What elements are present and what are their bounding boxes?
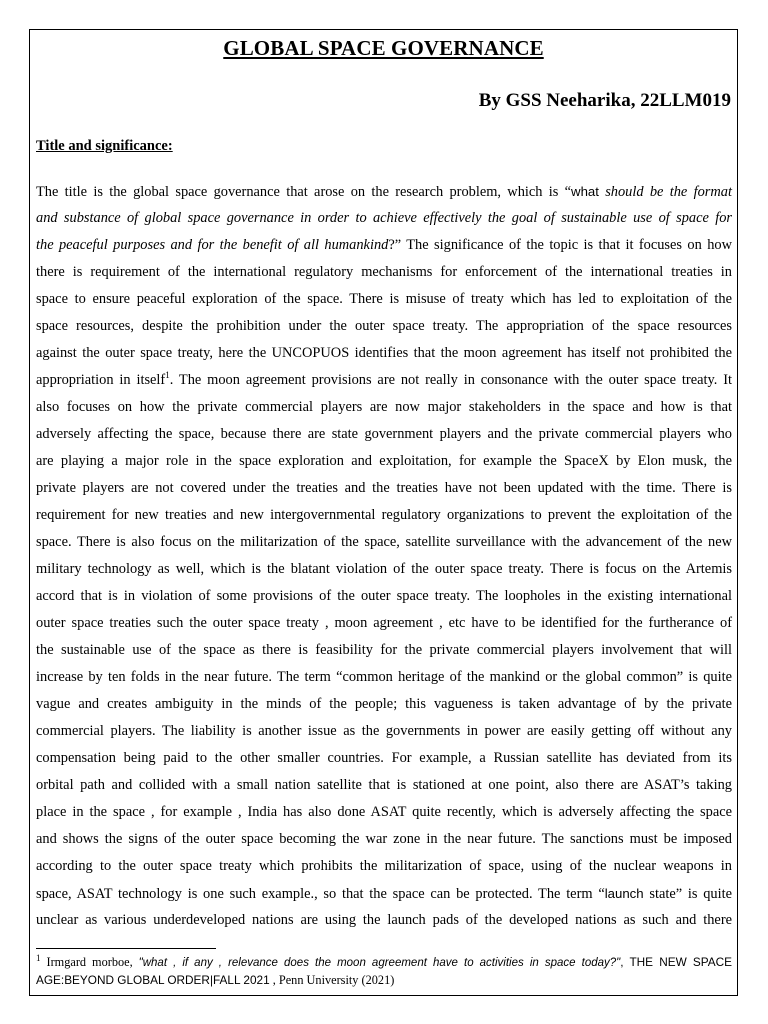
paragraph-line: private players are not covered under the treaties and the treaties have not been updated with the time. There is (36, 480, 732, 496)
paragraph-line: space, ASAT technology is one such example., so that the space can be protected. The term “launch state” is quite (36, 886, 732, 902)
paragraph-line: space. There is also focus on the militarization of the space, satellite surveillance with the advancement of the new (36, 534, 732, 550)
footnote-quote: "what , if any , relevance does the moon agreement have to activities in space today?" (138, 957, 621, 969)
paragraph-line: the sustainable use of the space as there is feasibility for the private commercial players involvement that will (36, 642, 732, 658)
paragraph-line: and substance of global space governance in order to achieve effectively the goal of sustainable use of space for (36, 210, 732, 226)
paragraph-line: against the outer space treaty, here the UNCOPUOS identifies that the moon agreement has itself not prohibited the (36, 345, 732, 361)
paragraph-line: space to ensure peaceful exploration of the space. There is misuse of treaty which has led to exploitation of the (36, 291, 732, 307)
paragraph-line: are playing a major role in the space exploration and exploitation, for example the SpaceX by Elon musk, the (36, 453, 732, 469)
paragraph-line: compensation being paid to the other smaller countries. For example, a Russian satellite has deviated from its (36, 750, 732, 766)
paragraph-line: requirement for new treaties and new intergovernmental regulatory organizations to prevent the exploitation of the (36, 507, 732, 523)
paragraph-line: also focuses on how the private commercial players are now major stakeholders in the space and how is that (36, 399, 732, 415)
document-title: GLOBAL SPACE GOVERNANCE (223, 36, 544, 60)
author-line: By GSS Neeharika, 22LLM019 (478, 90, 731, 111)
footnote-line: AGE:BEYOND GLOBAL ORDER|FALL 2021 , Penn University (2021) (36, 973, 395, 987)
paragraph-line: appropriation in itself$^1$. The moon agreement provisions are not really in consonance with the outer space treaty. It (36, 370, 732, 388)
paragraph-line: The title is the global space governance that arose on the research problem, which is “what should be the format (36, 184, 732, 200)
paragraph-line: place in the space , for example , India has also done ASAT quite recently, which is adversely affecting the space (36, 804, 732, 820)
footnote-separator (36, 948, 216, 949)
footnote-ref: 1 (165, 370, 170, 381)
paragraph-line: military technology as well, which is the blatant violation of the outer space treaty. There is focus on the Artemis (36, 561, 732, 577)
body-paragraph (36, 178, 732, 934)
paragraph-line: unclear as various underdeveloped nations are using the launch pads of the developed nations as such and there (36, 912, 732, 928)
paragraph-line: increase by ten folds in the near future. The term “common heritage of the mankind or the global common” is quite (36, 669, 732, 685)
footnote (36, 954, 732, 989)
section-heading: Title and significance: (36, 138, 173, 154)
paragraph-line: there is requirement of the international regulatory mechanisms for enforcement of the international treaties in (36, 264, 732, 280)
paragraph-line: outer space treaties such the outer space treaty , moon agreement , etc have to be identified for the furtherance of (36, 615, 732, 631)
footnote-line: $^1$ Irmgard morboe, "what , if any , relevance does the moon agreement have to activities in space today?", THE NEW SPACE (36, 952, 733, 969)
paragraph-line: the peaceful purposes and for the benefit of all humankind?” The significance of the topic is that it focuses on how (36, 237, 732, 253)
paragraph-line: according to the outer space treaty which prohibits the militarization of space, using of the nuclear weapons in (36, 858, 732, 874)
paragraph-line: accord that is in violation of some provisions of the outer space treaty. The loopholes in the existing international (36, 588, 732, 604)
paragraph-line: commercial players. The liability is another issue as the governments in power are easily getting off without any (36, 723, 732, 739)
paragraph-line: vague and creates ambiguity in the minds of the people; this vagueness is taken advantage of by the private (36, 696, 732, 712)
paragraph-line: orbital path and collided with a small nation satellite that is stationed at one point, also there are ASAT’s taking (36, 777, 732, 793)
paragraph-line: and shows the signs of the outer space becoming the war zone in the near future. The sanctions must be imposed (36, 831, 732, 847)
paragraph-line: space resources, despite the prohibition under the outer space treaty. The appropriation of the space resources (36, 318, 732, 334)
footnote-number: 1 (36, 952, 41, 963)
paragraph-line: adversely affecting the space, because there are state government players and the private commercial players who (36, 426, 732, 442)
